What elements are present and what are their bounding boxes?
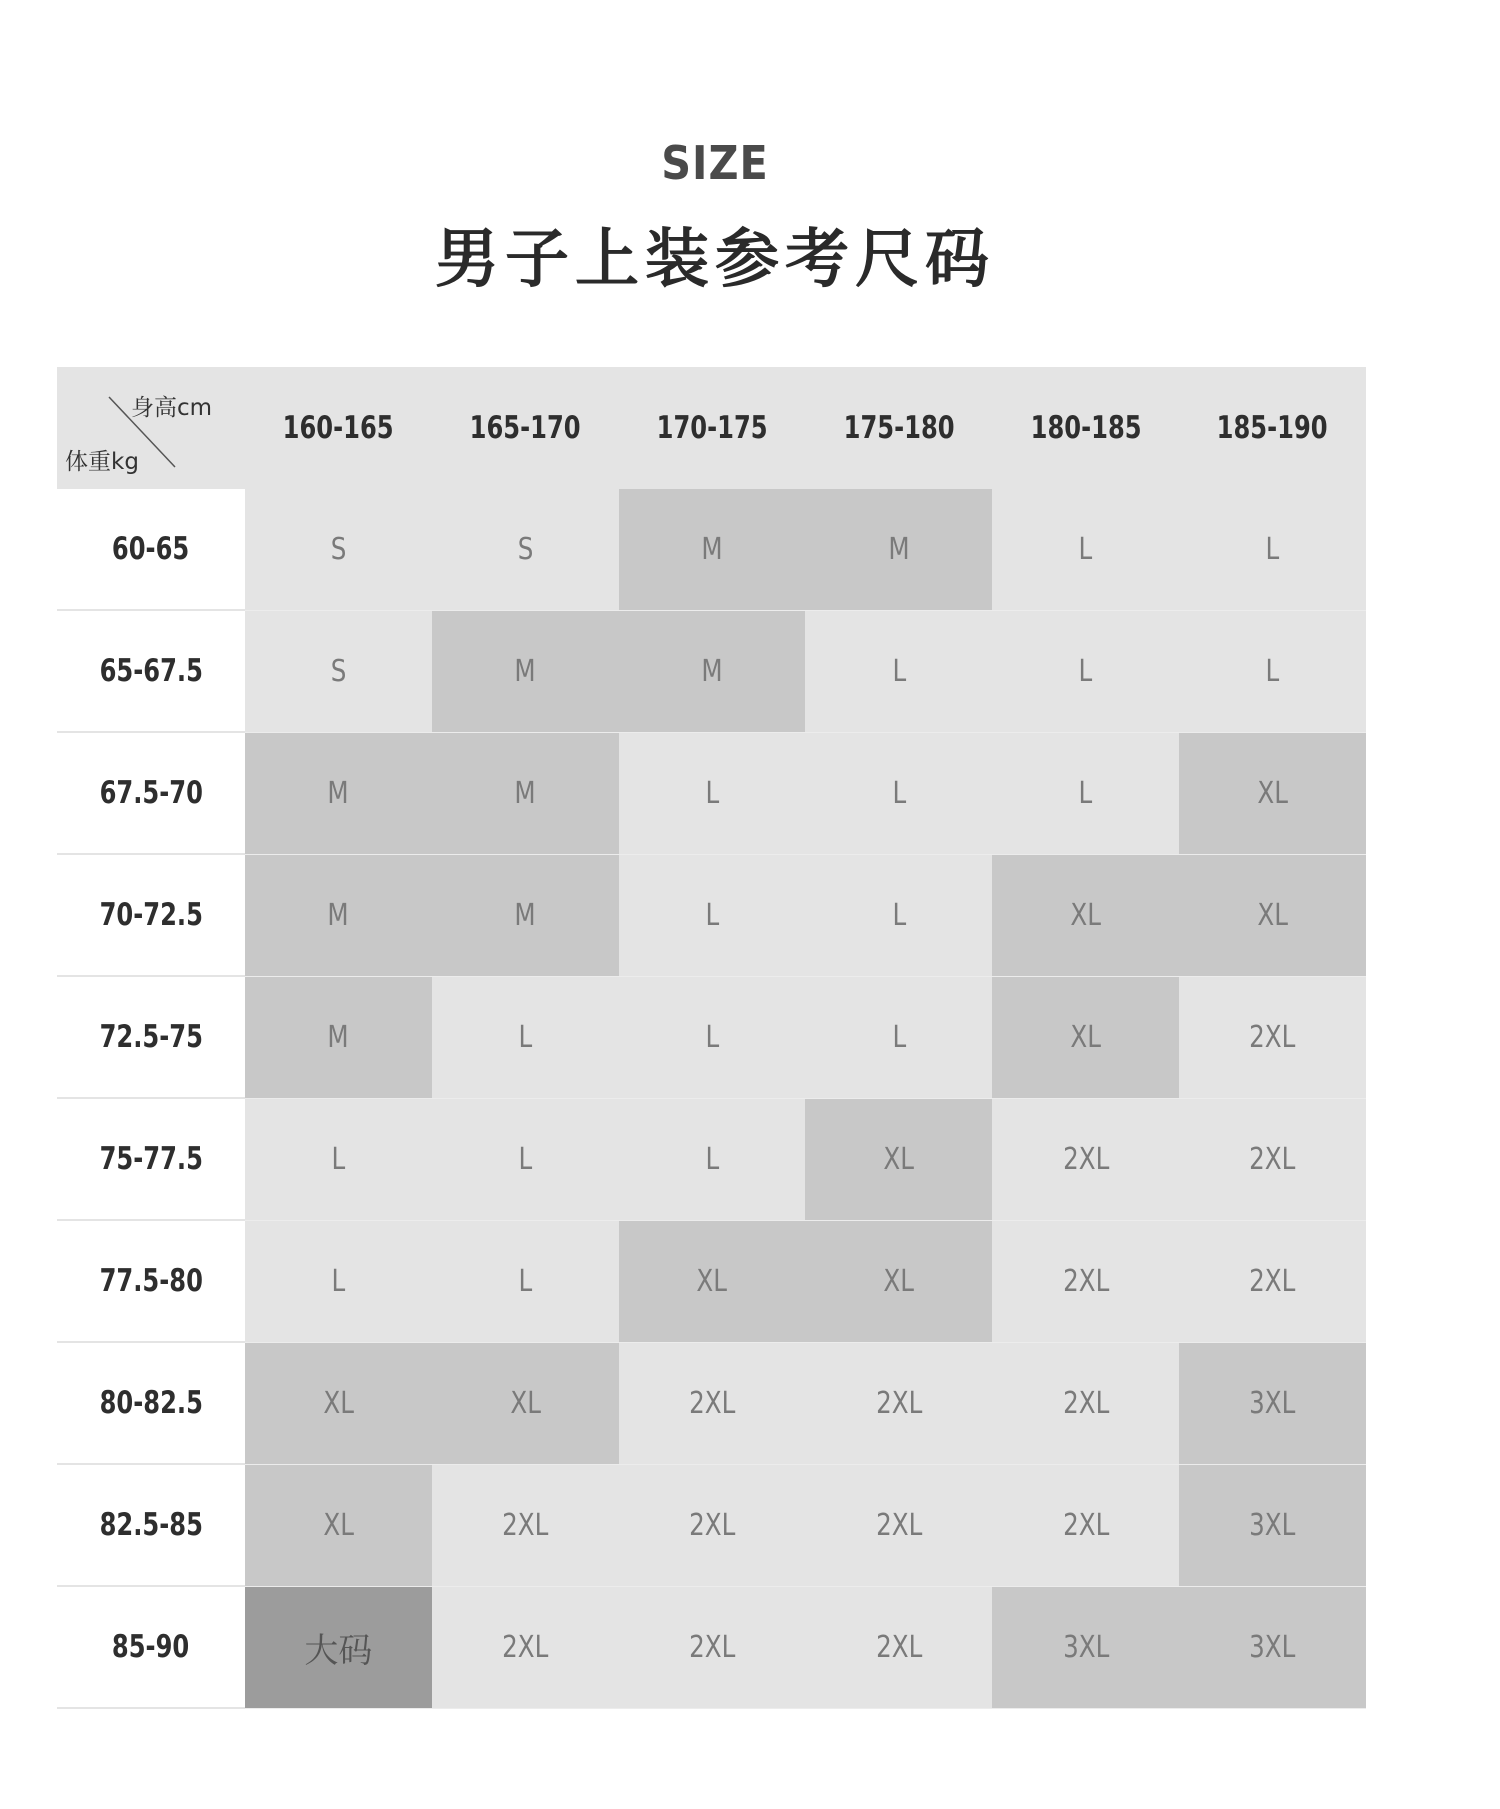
size-chart-table xyxy=(57,367,1366,1709)
size-cell xyxy=(245,1343,432,1465)
size-cell xyxy=(805,1587,992,1709)
size-cell-label: 2XL xyxy=(875,1630,923,1665)
row-header-label: 72.5-75 xyxy=(99,1019,203,1055)
row-header-weight xyxy=(57,1221,245,1343)
size-cell-label: 2XL xyxy=(1249,1264,1296,1299)
column-header-height xyxy=(1179,367,1366,489)
size-cell-label: L xyxy=(1078,654,1093,689)
height-axis-label: 身高cm xyxy=(131,395,213,421)
size-cell-label: L xyxy=(705,1020,719,1055)
size-cell xyxy=(1179,1099,1366,1221)
size-cell xyxy=(805,977,992,1099)
size-cell-label: L xyxy=(1265,532,1280,567)
row-header-label: 70-72.5 xyxy=(99,897,203,933)
size-cell xyxy=(245,1221,432,1343)
size-cell-label: L xyxy=(892,654,906,689)
size-cell xyxy=(619,855,806,977)
row-header-label: 60-65 xyxy=(112,531,190,567)
size-cell xyxy=(1179,977,1366,1099)
column-header-height xyxy=(992,367,1179,489)
row-header-weight xyxy=(57,1343,245,1465)
size-cell xyxy=(432,1587,619,1709)
size-cell xyxy=(992,489,1179,611)
size-cell-label: 2XL xyxy=(875,1386,923,1421)
size-cell xyxy=(432,733,619,855)
size-cell xyxy=(619,489,806,611)
column-header-height xyxy=(245,367,432,489)
size-cell-label: 2XL xyxy=(1062,1386,1109,1421)
size-cell-label: XL xyxy=(1257,776,1288,811)
size-cell xyxy=(805,1343,992,1465)
size-cell-label: M xyxy=(514,898,536,933)
size-cell xyxy=(432,1465,619,1587)
size-cell-label: XL xyxy=(1070,1020,1102,1055)
size-cell xyxy=(245,855,432,977)
size-cell-label: L xyxy=(705,776,719,811)
size-cell xyxy=(619,733,806,855)
size-cell-label: 大码 xyxy=(304,1631,373,1671)
size-cell-label: M xyxy=(701,654,723,689)
size-cell-label: 3XL xyxy=(1062,1630,1109,1665)
size-cell xyxy=(619,1587,806,1709)
size-cell-label: 2XL xyxy=(1249,1142,1296,1177)
size-cell-label: L xyxy=(1078,532,1093,567)
size-cell-label: M xyxy=(327,776,350,811)
row-header-label: 80-82.5 xyxy=(99,1385,203,1421)
size-cell xyxy=(1179,1587,1366,1709)
size-cell xyxy=(992,1343,1179,1465)
size-cell xyxy=(805,855,992,977)
size-cell-label: 3XL xyxy=(1249,1630,1296,1665)
row-header-label: 75-77.5 xyxy=(99,1141,203,1177)
size-cell-label: 2XL xyxy=(1249,1020,1296,1055)
size-cell xyxy=(432,1343,619,1465)
size-cell-label: XL xyxy=(1257,898,1288,933)
size-cell-label: XL xyxy=(323,1386,354,1421)
row-header-label: 77.5-80 xyxy=(99,1263,203,1299)
size-cell xyxy=(245,489,432,611)
size-cell-label: L xyxy=(1078,776,1093,811)
size-cell-label: 3XL xyxy=(1249,1508,1296,1543)
size-cell xyxy=(805,1221,992,1343)
size-cell-label: L xyxy=(705,898,719,933)
size-cell xyxy=(805,733,992,855)
size-cell-label: L xyxy=(1265,654,1280,689)
size-cell-label: M xyxy=(701,532,723,567)
column-header-label: 170-175 xyxy=(656,410,768,446)
size-cell xyxy=(619,1465,806,1587)
size-cell-label: M xyxy=(327,1020,350,1055)
size-cell-label: M xyxy=(514,776,536,811)
size-cell-label: XL xyxy=(883,1264,915,1299)
size-cell-label: S xyxy=(330,532,347,567)
size-cell-label: 2XL xyxy=(688,1386,736,1421)
size-cell xyxy=(245,611,432,733)
size-cell-label: M xyxy=(514,654,536,689)
size-cell-label: 2XL xyxy=(688,1630,736,1665)
size-cell-label: L xyxy=(705,1142,719,1177)
size-cell xyxy=(619,1099,806,1221)
size-cell xyxy=(245,1465,432,1587)
row-header-weight xyxy=(57,489,245,611)
size-cell-label: L xyxy=(892,1020,906,1055)
row-header-label: 65-67.5 xyxy=(99,653,203,689)
row-header-weight xyxy=(57,733,245,855)
size-cell-label: L xyxy=(518,1142,533,1177)
size-cell xyxy=(432,1221,619,1343)
page-title: 男子上装参考尺码 xyxy=(435,223,995,297)
size-cell xyxy=(245,733,432,855)
size-cell xyxy=(805,1465,992,1587)
corner-header xyxy=(57,367,245,489)
size-cell xyxy=(432,1099,619,1221)
weight-axis-label: 体重kg xyxy=(65,449,139,475)
size-cell-label: 2XL xyxy=(502,1630,549,1665)
size-cell-label: 2XL xyxy=(1062,1142,1109,1177)
size-cell-label: S xyxy=(517,532,534,567)
size-cell-label: L xyxy=(331,1264,346,1299)
column-header-height xyxy=(619,367,806,489)
size-cell xyxy=(1179,1465,1366,1587)
size-cell xyxy=(245,1099,432,1221)
size-cell-label: 2XL xyxy=(1062,1508,1109,1543)
size-cell-label: 2XL xyxy=(502,1508,549,1543)
row-header-label: 67.5-70 xyxy=(99,775,203,811)
row-header-label: 85-90 xyxy=(112,1629,190,1665)
column-header-label: 180-185 xyxy=(1030,410,1142,446)
size-cell xyxy=(1179,733,1366,855)
size-cell-label: XL xyxy=(883,1142,915,1177)
row-header-weight xyxy=(57,1099,245,1221)
size-cell-label: 2XL xyxy=(688,1508,736,1543)
size-cell xyxy=(619,1221,806,1343)
size-cell xyxy=(1179,1221,1366,1343)
column-header-label: 165-170 xyxy=(469,410,581,446)
size-cell-label: XL xyxy=(1070,898,1102,933)
size-cell-label: XL xyxy=(323,1508,354,1543)
size-cell xyxy=(245,1587,432,1709)
size-cell-label: L xyxy=(892,898,906,933)
row-header-weight xyxy=(57,1465,245,1587)
row-header-weight xyxy=(57,977,245,1099)
column-header-height xyxy=(805,367,992,489)
size-cell xyxy=(805,489,992,611)
size-cell xyxy=(432,855,619,977)
column-header-label: 175-180 xyxy=(843,410,955,446)
size-cell xyxy=(619,611,806,733)
size-cell xyxy=(992,611,1179,733)
size-cell-label: L xyxy=(518,1020,533,1055)
size-cell xyxy=(805,611,992,733)
size-cell-label: M xyxy=(888,532,910,567)
column-header-label: 185-190 xyxy=(1217,410,1329,446)
size-cell-label: 2XL xyxy=(875,1508,923,1543)
size-cell-label: XL xyxy=(696,1264,728,1299)
size-cell xyxy=(992,855,1179,977)
size-cell xyxy=(992,1587,1179,1709)
row-header-label: 82.5-85 xyxy=(99,1507,203,1543)
size-cell xyxy=(245,977,432,1099)
size-cell-label: M xyxy=(327,898,350,933)
size-cell-label: L xyxy=(331,1142,346,1177)
size-cell-label: L xyxy=(892,776,906,811)
size-cell xyxy=(619,977,806,1099)
size-cell xyxy=(619,1343,806,1465)
size-cell-label: 2XL xyxy=(1062,1264,1109,1299)
size-cell xyxy=(992,1099,1179,1221)
title-size: SIZE xyxy=(661,136,769,190)
size-cell xyxy=(992,977,1179,1099)
size-cell xyxy=(432,611,619,733)
row-header-weight xyxy=(57,611,245,733)
size-cell xyxy=(992,1465,1179,1587)
size-cell xyxy=(1179,855,1366,977)
size-cell xyxy=(432,977,619,1099)
row-header-weight xyxy=(57,855,245,977)
column-header-label: 160-165 xyxy=(282,410,394,446)
size-cell xyxy=(432,489,619,611)
column-header-height xyxy=(432,367,619,489)
size-cell xyxy=(1179,611,1366,733)
size-cell xyxy=(992,733,1179,855)
size-cell-label: L xyxy=(518,1264,533,1299)
size-cell xyxy=(805,1099,992,1221)
size-cell-label: 3XL xyxy=(1249,1386,1296,1421)
size-cell-label: S xyxy=(330,654,347,689)
row-header-weight xyxy=(57,1587,245,1709)
size-cell xyxy=(1179,489,1366,611)
size-cell xyxy=(992,1221,1179,1343)
size-cell-label: XL xyxy=(509,1386,541,1421)
size-cell xyxy=(1179,1343,1366,1465)
